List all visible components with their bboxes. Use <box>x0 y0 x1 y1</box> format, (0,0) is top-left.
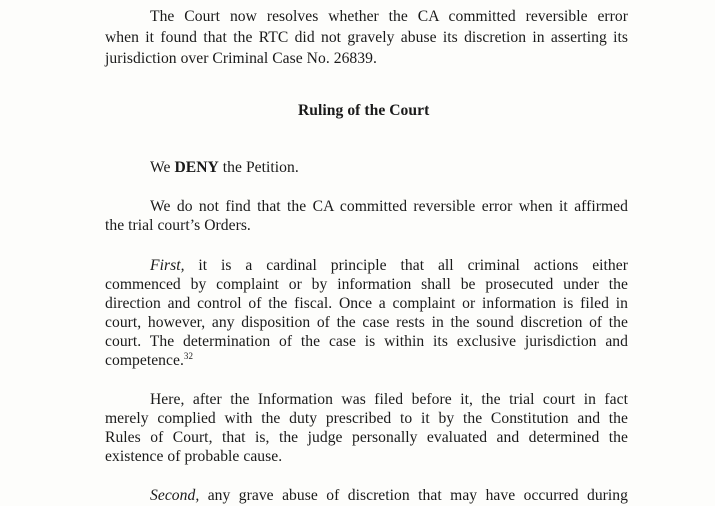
paragraph-1-line-3: jurisdiction over Criminal Case No. 26839. <box>105 50 377 67</box>
paragraph-2-post: the Petition. <box>218 159 299 176</box>
paragraph-5-line-4: existence of probable cause. <box>105 448 283 465</box>
paragraph-5-line-3: Rules of Court, that is, the judge personally evaluated and determined the <box>105 429 628 446</box>
paragraph-5-line-2: merely complied with the duty prescribed to it by the Constitution and the <box>105 410 628 427</box>
paragraph-4-line-1 <box>150 256 628 276</box>
paragraph-2-pre: We <box>150 159 175 176</box>
paragraph-6-second: Second, <box>150 487 200 504</box>
paragraph-4-first: First, <box>150 257 185 274</box>
paragraph-3-line-1: We do not find that the CA committed reversible error when it affirmed <box>150 198 628 215</box>
paragraph-4-line-2: commenced by complaint or by information shall be prosecuted under the <box>105 276 628 293</box>
paragraph-5-line-1: Here, after the Information was filed before it, the trial court in fact <box>150 391 628 408</box>
paragraph-4-line-3: direction and control of the fiscal. Once a complaint or information is filed in <box>105 295 628 312</box>
paragraph-4-line-5: court. The determination of the case is within its exclusive jurisdiction and <box>105 333 628 350</box>
footnote-marker: 32 <box>183 351 194 361</box>
paragraph-3-line-2: the trial court’s Orders. <box>105 217 251 234</box>
section-heading: Ruling of the Court <box>298 102 430 119</box>
paragraph-4-line-6 <box>105 351 193 371</box>
paragraph-2-deny: DENY <box>174 159 219 176</box>
paragraph-4-line-1-rest: it is a cardinal principle that all criminal actions either <box>184 257 628 274</box>
paragraph-6-line-1 <box>150 486 628 506</box>
paragraph-4-line-4: court, however, any disposition of the case rests in the sound discretion of the <box>105 314 628 331</box>
paragraph-6-line-1-rest: any grave abuse of discretion that may have occurred during <box>199 487 628 504</box>
paragraph-1-line-2: when it found that the RTC did not gravely abuse its discretion in asserting its <box>105 29 628 46</box>
paragraph-4-line-6-text: competence. <box>105 352 184 369</box>
paragraph-1-line-1: The Court now resolves whether the CA committed reversible error <box>150 8 628 25</box>
paragraph-2 <box>150 158 299 178</box>
